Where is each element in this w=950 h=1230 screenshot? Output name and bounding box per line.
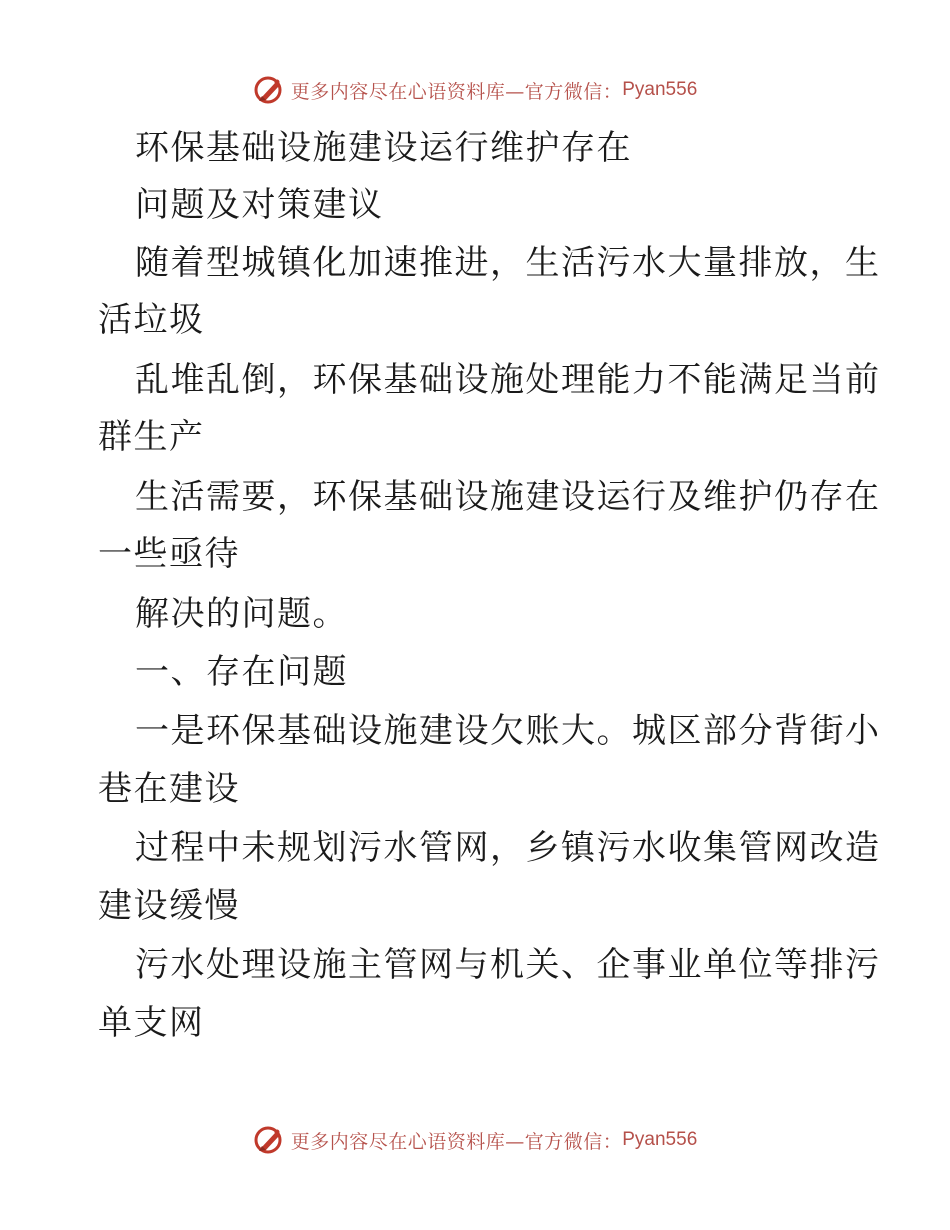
paragraph-line: 污水处理设施主管网与机关、企事业单位等排污	[135, 945, 881, 985]
footer-banner-text: 更多内容尽在心语资料库—官方微信：	[290, 1130, 623, 1153]
paragraph-line: 活垃圾	[98, 300, 205, 340]
title-line-1: 环保基础设施建设运行维护存在	[135, 128, 632, 168]
paragraph-line: 巷在建设	[98, 769, 240, 809]
paragraph-line: 过程中未规划污水管网，乡镇污水收集管网改造	[135, 828, 881, 868]
pen-logo-icon	[253, 1124, 285, 1156]
paragraph-line: 一是环保基础设施建设欠账大。城区部分背街小	[135, 711, 881, 751]
pen-logo-icon	[253, 74, 285, 106]
header-banner-text: 更多内容尽在心语资料库—官方微信：	[290, 80, 623, 103]
paragraph-line: 随着型城镇化加速推进，生活污水大量排放，生	[135, 243, 881, 283]
paragraph-line: 一些亟待	[98, 534, 240, 574]
paragraph-line: 建设缓慢	[98, 886, 240, 926]
footer-banner	[0, 1120, 950, 1160]
paragraph-line: 生活需要，环保基础设施建设运行及维护仍存在	[135, 477, 881, 517]
paragraph-line: 群生产	[98, 417, 205, 457]
paragraph-line: 单支网	[98, 1003, 205, 1043]
header-banner	[0, 70, 950, 110]
section-heading: 一、存在问题	[135, 652, 348, 692]
header-wechat-id: Pyan556	[622, 79, 698, 100]
paragraph-line: 乱堆乱倒，环保基础设施处理能力不能满足当前	[135, 360, 881, 400]
footer-wechat-id: Pyan556	[622, 1129, 698, 1150]
title-line-2: 问题及对策建议	[135, 185, 384, 225]
paragraph-line: 解决的问题。	[135, 594, 348, 634]
